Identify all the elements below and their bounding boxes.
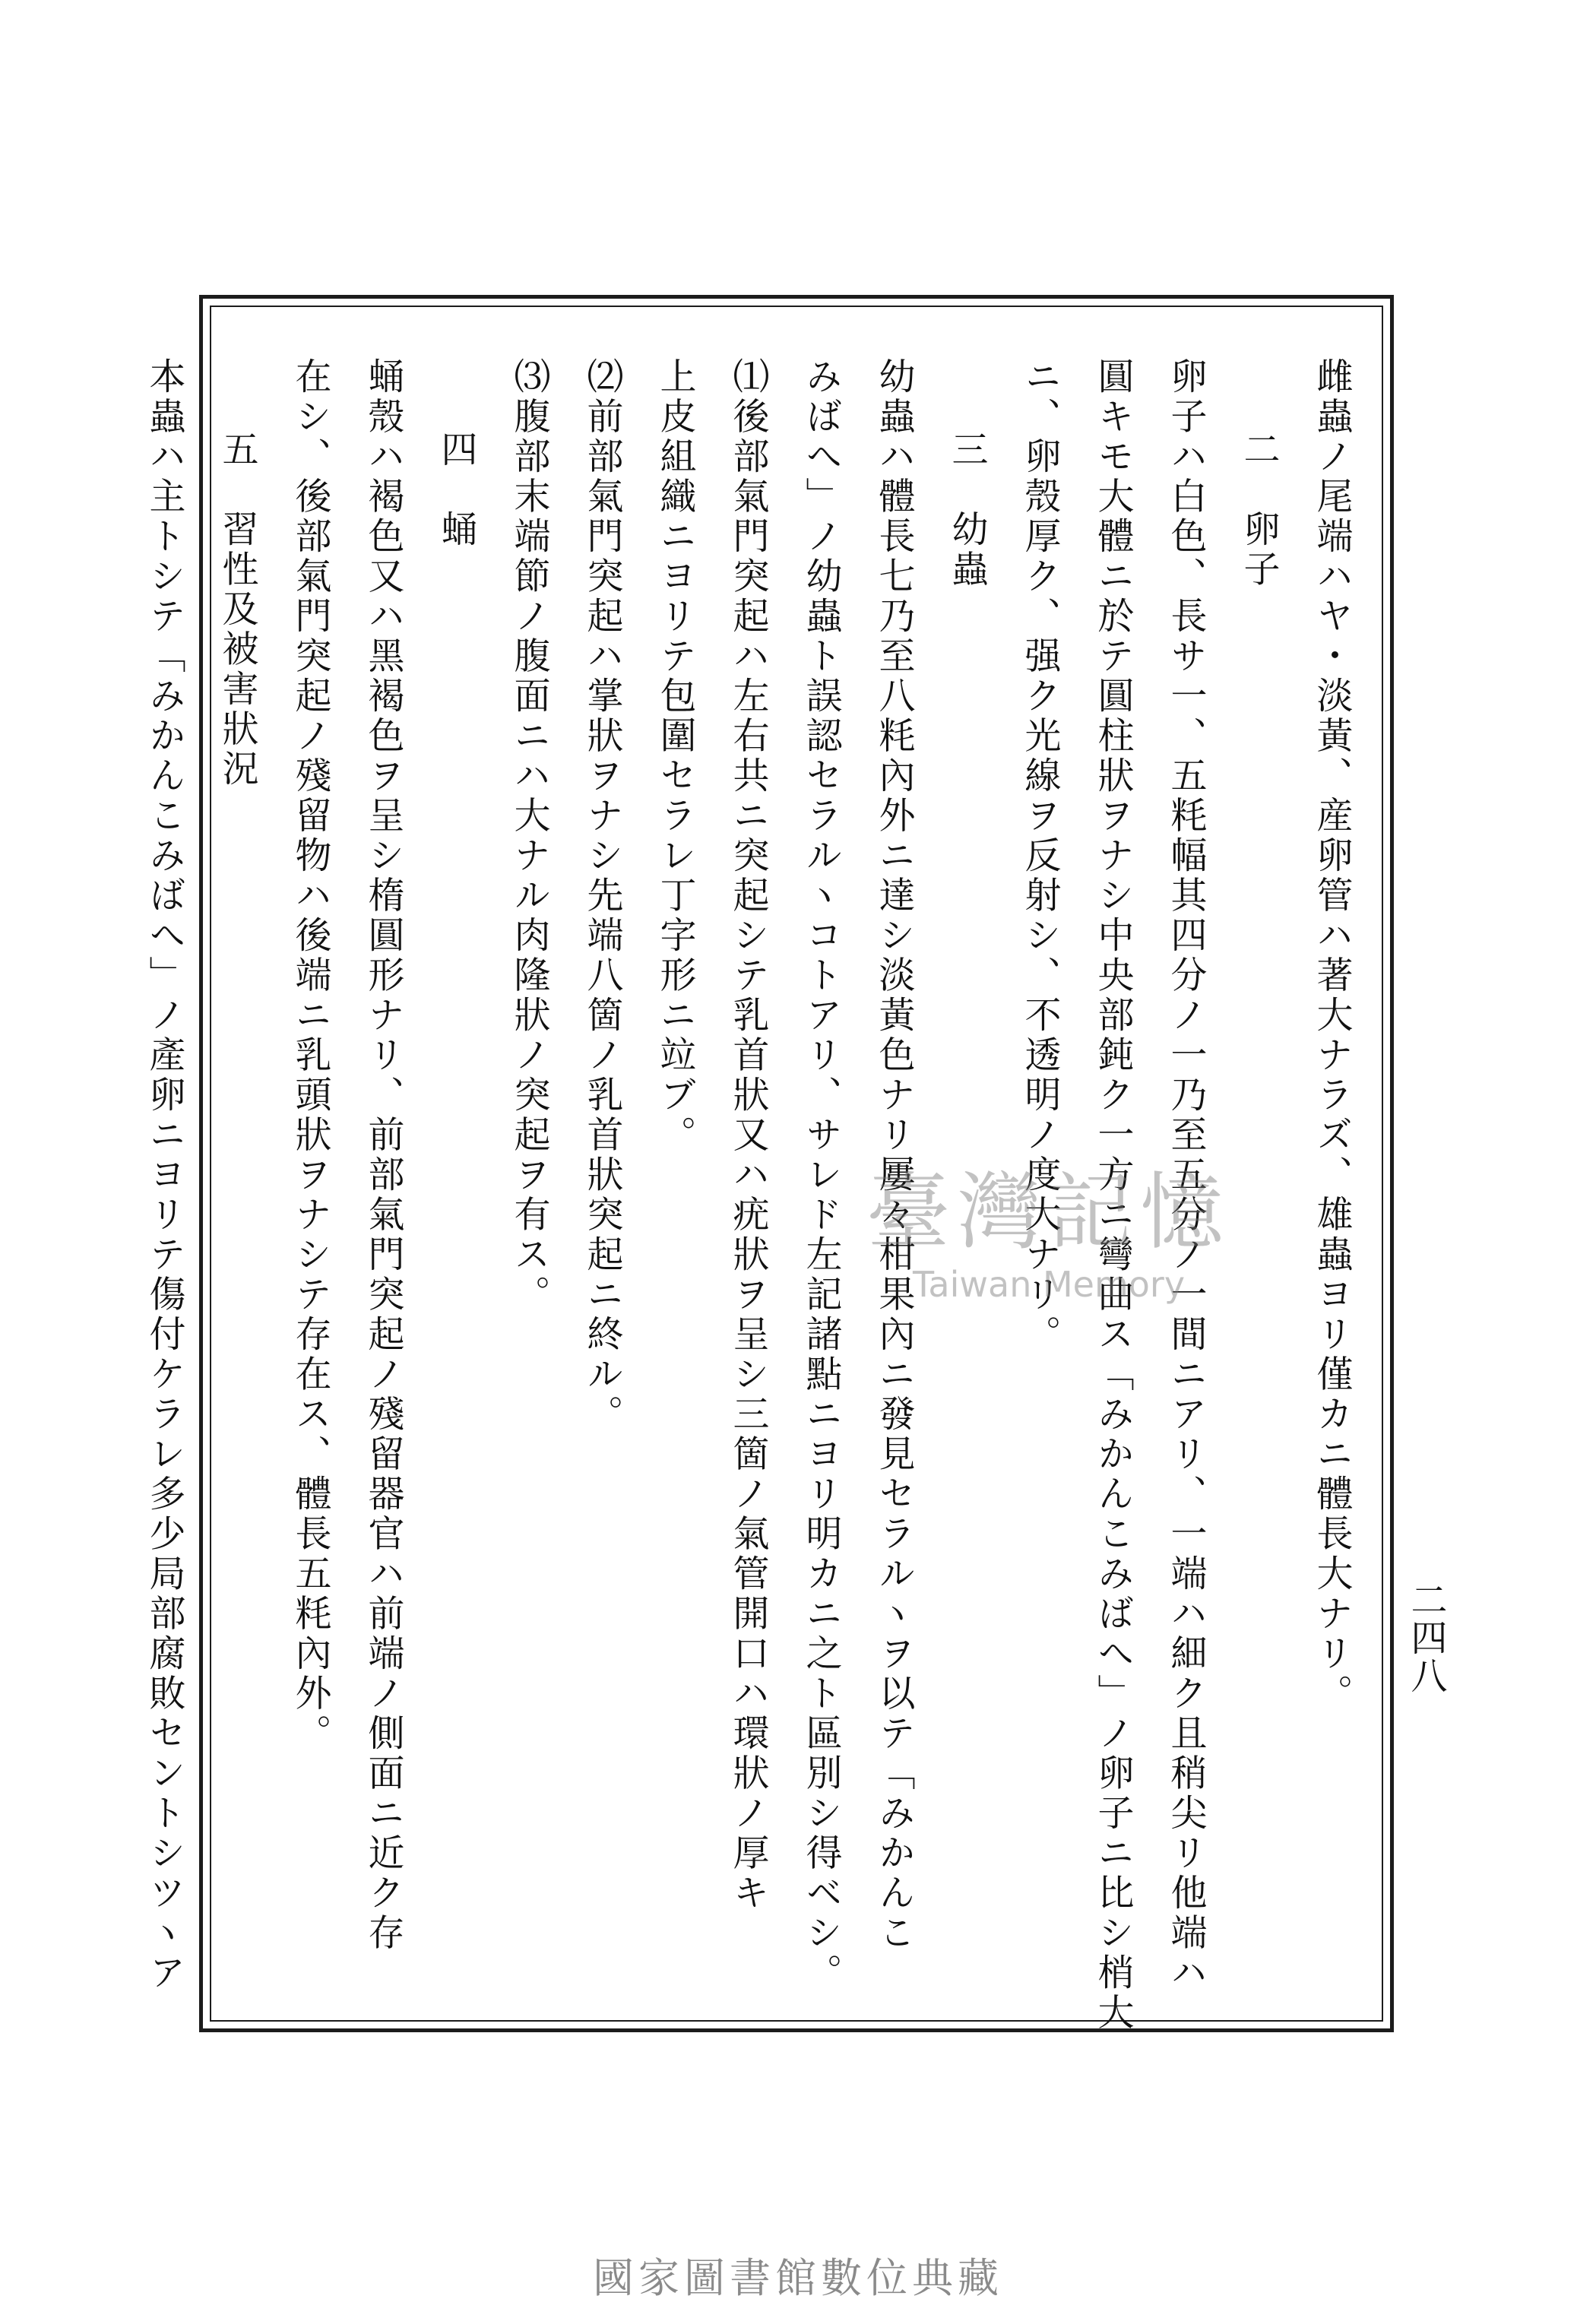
- text-line: みばへ」ノ幼蟲ト誤認セラルヽコトアリ、サレド左記諸點ニヨリ明カニ之ト區別シ得ベシ。: [800, 357, 842, 1993]
- text-line: 卵子ハ白色、長サ一、五粍幅其四分ノ一乃至五分ノ一間ニアリ、一端ハ細ク且稍尖リ他端ハ: [1164, 357, 1207, 1993]
- watermark-logo: [821, 1163, 1277, 1330]
- text-line: 蛹殼ハ褐色又ハ黑褐色ヲ呈シ楕圓形ナリ、前部氣門突起ノ殘留器官ハ前端ノ側面ニ近ク存: [362, 357, 404, 1953]
- text-line: 本蟲ハ主トシテ「みかんこみばへ」ノ產卵ニヨリテ傷付ケラレ多少局部腐敗セントシツヽア: [143, 357, 185, 1993]
- text-line: 圓キモ大體ニ於テ圓柱狀ヲナシ中央部鈍ク一方ニ彎曲ス「みかんこみばへ」ノ卵子ニ比シ梢大: [1091, 357, 1134, 2033]
- text-line: 在シ、後部氣門突起ノ殘留物ハ後端ニ乳頭狀ヲナシテ存在ス、體長五粍內外。: [289, 357, 331, 1754]
- section-heading-pupa: 四 蛹: [435, 430, 477, 550]
- text-line: ニ、卵殼厚ク、强ク光線ヲ反射シ、不透明ノ度大ナリ。: [1018, 357, 1061, 1355]
- text-line: 幼蟲ハ體長七乃至八粍內外ニ達シ淡黃色ナリ屢々柑果內ニ發見セラルヽヲ以テ「みかんこ: [872, 357, 915, 1953]
- watermark-cjk: 臺灣記憶: [866, 1164, 1231, 1261]
- page-number: 二四八: [1404, 1581, 1447, 1695]
- list-item-3: ⑶腹部末端節ノ腹面ニハ大ナル肉隆狀ノ突起ヲ有ス。: [508, 357, 550, 1315]
- watermark-en: Taiwan Memory: [912, 1264, 1186, 1305]
- text-line: 上皮組織ニヨリテ包圍セラレ丁字形ニ竝ブ。: [654, 357, 696, 1155]
- section-heading-egg: 二 卵子: [1237, 430, 1280, 590]
- section-heading-habits: 五 習性及被害狀況: [216, 430, 258, 790]
- text-line: 雌蟲ノ尾端ハヤ・淡黃、産卵管ハ著大ナラズ、雄蟲ヨリ僅カニ體長大ナリ。: [1310, 357, 1353, 1714]
- list-item-2: ⑵前部氣門突起ハ掌狀ヲナシ先端八箇ノ乳首狀突起ニ終ル。: [581, 357, 623, 1435]
- section-heading-larva: 三 幼蟲: [945, 430, 988, 590]
- footer-collection-label: 國家圖書館數位典藏: [593, 2254, 1003, 2302]
- list-item-1: ⑴後部氣門突起ハ左右共ニ突起シテ乳首狀又ハ疣狀ヲ呈シ三箇ノ氣管開口ハ環狀ノ厚キ: [727, 357, 769, 1914]
